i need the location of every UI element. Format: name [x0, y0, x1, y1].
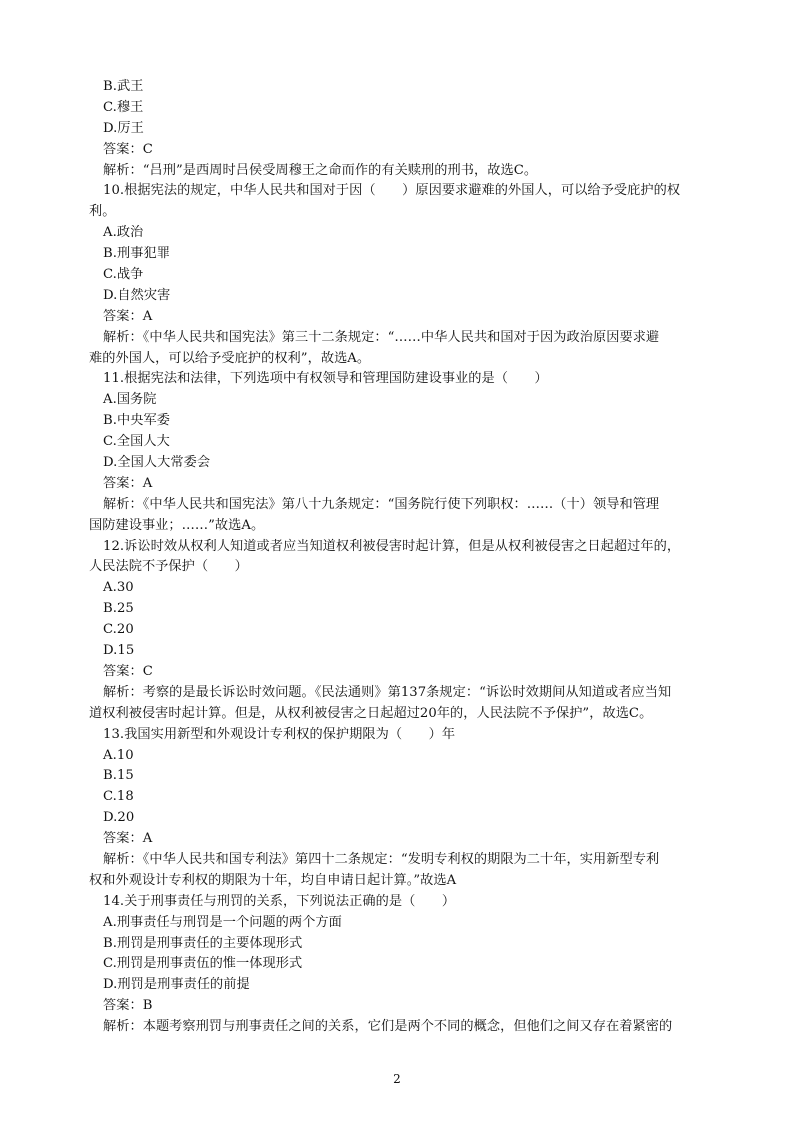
text-line: D.自然灾害 — [103, 287, 171, 303]
text-line: 10.根据宪法的规定，中华人民共和国对于因（ ）原因要求避难的外国人，可以给予受庇护的权 — [103, 183, 681, 199]
text-line: 解析：考察的是最长诉讼时效问题。《民法通则》第137条规定：“诉讼时效期间从知道或者应当知 — [103, 684, 672, 700]
text-line: 12.诉讼时效从权利人知道或者应当知道权利被侵害时起计算，但是从权利被侵害之日起超过年的， — [103, 538, 681, 554]
text-line: 解析：《中华人民共和国专利法》第四十二条规定：“发明专利权的期限为二十年，实用新型专利 — [103, 851, 660, 867]
text-line: A.政治 — [103, 225, 144, 241]
text-line: 道权利被侵害时起计算。但是，从权利被侵害之日起超过20年的，人民法院不予保护”，故选C。 — [89, 705, 653, 721]
text-line: 答案：A — [103, 308, 153, 324]
text-line: 解析：《中华人民共和国宪法》第三十二条规定：“……中华人民共和国对于因为政治原因要求避 — [103, 329, 660, 345]
text-line: B.刑事犯罪 — [103, 246, 170, 262]
text-line: B.武王 — [103, 79, 144, 94]
text-line: C.全国人大 — [103, 434, 170, 450]
text-line: C.20 — [103, 622, 134, 638]
text-line: 权和外观设计专利权的期限为十年，均自申请日起计算。”故选A — [89, 872, 457, 888]
text-line: 解析：本题考察刑罚与刑事责任之间的关系，它们是两个不同的概念，但他们之间又存在着紧密的 — [103, 1019, 673, 1035]
text-line: 答案：A — [103, 831, 153, 847]
text-line: 答案：B — [103, 998, 153, 1014]
text-line: B.25 — [103, 601, 134, 617]
text-line: A.刑事责任与刑罚是一个问题的两个方面 — [103, 914, 342, 930]
text-line: 解析：《中华人民共和国宪法》第八十九条规定：“国务院行使下列职权：……（十）领导和管理 — [103, 496, 660, 512]
text-line: 答案：C — [103, 141, 153, 157]
text-line: C.18 — [103, 789, 134, 805]
text-line: B.中央军委 — [103, 413, 170, 429]
text-line: A.30 — [103, 580, 134, 596]
text-line: D.15 — [103, 643, 135, 659]
text-line: B.刑罚是刑事责任的主要体现形式 — [103, 935, 303, 951]
text-line: C.战争 — [103, 267, 144, 283]
text-line: D.厉王 — [103, 120, 144, 136]
text-line: A.国务院 — [103, 392, 157, 408]
text-line: A.10 — [103, 747, 134, 763]
text-line: B.15 — [103, 768, 134, 784]
text-line: 14.关于刑事责任与刑罚的关系，下列说法正确的是（ ） — [103, 893, 456, 909]
text-line: 利。 — [89, 204, 116, 220]
text-line: 答案：A — [103, 475, 153, 491]
text-line: C.刑罚是刑事责伍的惟一体现形式 — [103, 956, 303, 972]
text-line: 13.我国实用新型和外观设计专利权的保护期限为（ ）年 — [103, 726, 456, 742]
page-body-text — [89, 77, 709, 1038]
text-line: 难的外国人，可以给予受庇护的权利”，故选A。 — [89, 350, 371, 366]
text-line: D.刑罚是刑事责任的前提 — [103, 977, 250, 993]
page-number: 2 — [393, 1072, 401, 1086]
text-line: 解析：“吕刑”是西周时吕侯受周穆王之命而作的有关赎刑的刑书，故选C。 — [103, 162, 538, 178]
text-line: 国防建设事业；……”故选A。 — [89, 517, 265, 533]
text-line: D.全国人大常委会 — [103, 455, 211, 471]
text-line: 11.根据宪法和法律，下列选项中有权领导和管理国防建设事业的是（ ） — [103, 371, 548, 387]
text-line: 人民法院不予保护（ ） — [89, 559, 248, 575]
text-line: D.20 — [103, 810, 135, 826]
text-line: C.穆王 — [103, 99, 144, 115]
text-line: 答案：C — [103, 663, 153, 679]
